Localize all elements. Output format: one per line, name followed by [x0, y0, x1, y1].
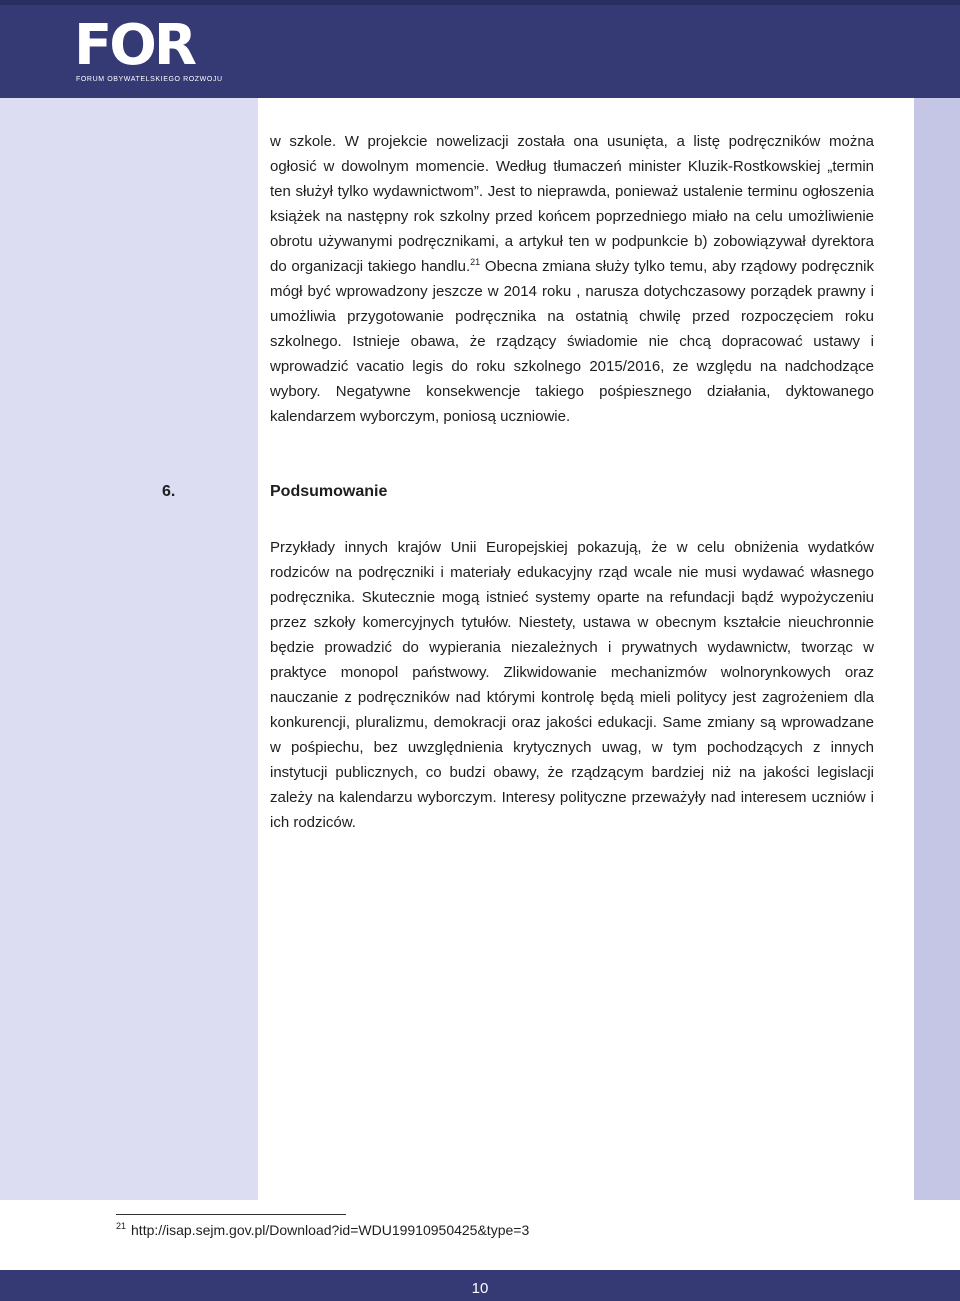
footnote-link[interactable]: http://isap.sejm.gov.pl/Download?id=WDU19910950425&type=3 — [131, 1222, 530, 1238]
footnote-reference[interactable]: 21 — [470, 257, 481, 267]
header-top-strip — [0, 0, 960, 5]
logo-subtitle: FORUM OBYWATELSKIEGO ROZWOJU — [76, 76, 223, 83]
paragraph-1 — [270, 129, 874, 429]
right-margin-band — [914, 98, 960, 1200]
logo-text: FOR — [74, 13, 194, 78]
page-number: 10 — [471, 1280, 489, 1297]
section-title: Podsumowanie — [270, 483, 388, 500]
footnote-separator — [116, 1214, 346, 1215]
footnote — [116, 1222, 529, 1238]
paragraph-1-part-a: w szkole. W projekcie nowelizacji została ona usunięta, a listę podręczników można ogłosić w dowolnym momencie. Według tłumaczeń minister Kluzik-Rostkowskiej „termin ten służył tylko wydawnictwom”. Jest to nieprawda, ponieważ ustalenie terminu ogłoszenia książek na następny rok szkolny przed końcem poprzedniego miało na celu umożliwienie obrotu używanymi podręcznikami, a artykuł ten w podpunkcie b) zobowiązywał dyrektora do organizacji takiego handlu. — [270, 133, 874, 275]
for-logo — [74, 13, 223, 88]
footnote-number: 21 — [116, 1221, 127, 1232]
left-margin-band — [0, 98, 258, 1200]
paragraph-2: Przykłady innych krajów Unii Europejskiej pokazują, że w celu obniżenia wydatków rodziców na podręczniki i materiały edukacyjny rząd wcale nie musi wydawać własnego podręcznika. Skutecznie mogą istnieć systemy oparte na refundacji bądź wypożyczeniu przez szkoły komercyjnych tytułów. Niestety, ustawa w obecnym kształcie nieuchronnie będzie prowadzić do wypierania niezależnych i prywatnych wydawnictw, tworząc w praktyce monopol państwowy. Zlikwidowanie mechanizmów wolnorynkowych oraz nauczanie z podręczników nad którymi kontrolę będą mieli politycy jest zagrożeniem dla konkurencji, pluralizmu, demokracji oraz jakości edukacji. Same zmiany są wprowadzane w pośpiechu, bez uwzględnienia krytycznych uwag, w tym pochodzących z innych instytucji publicznych, co budzi obawy, że rządzącym bardziej niż na jakości legislacji zależy na kalendarzu wyborczym. Interesy polityczne przeważyły nad interesem uczniów i ich rodziców. — [270, 539, 874, 831]
section-number: 6. — [162, 483, 176, 500]
page-header — [0, 0, 960, 98]
paragraph-1-part-b: Obecna zmiana służy tylko temu, aby rządowy podręcznik mógł być wprowadzony jeszcze w 2014 roku , narusza dotychczasowy porządek prawny i umożliwia przygotowanie podręcznika na ostatnią chwilę przed rozpoczęciem roku szkolnego. Istnieje obawa, że rządzący świadomie nie chcą dopracować ustawy i wprowadzić vacatio legis do roku szkolnego 2015/2016, ze względu na nadchodzące wybory. Negatywne konsekwencje takiego pośpiesznego działania, dyktowanego kalendarzem wyborczym, poniosą uczniowie. — [270, 258, 874, 425]
